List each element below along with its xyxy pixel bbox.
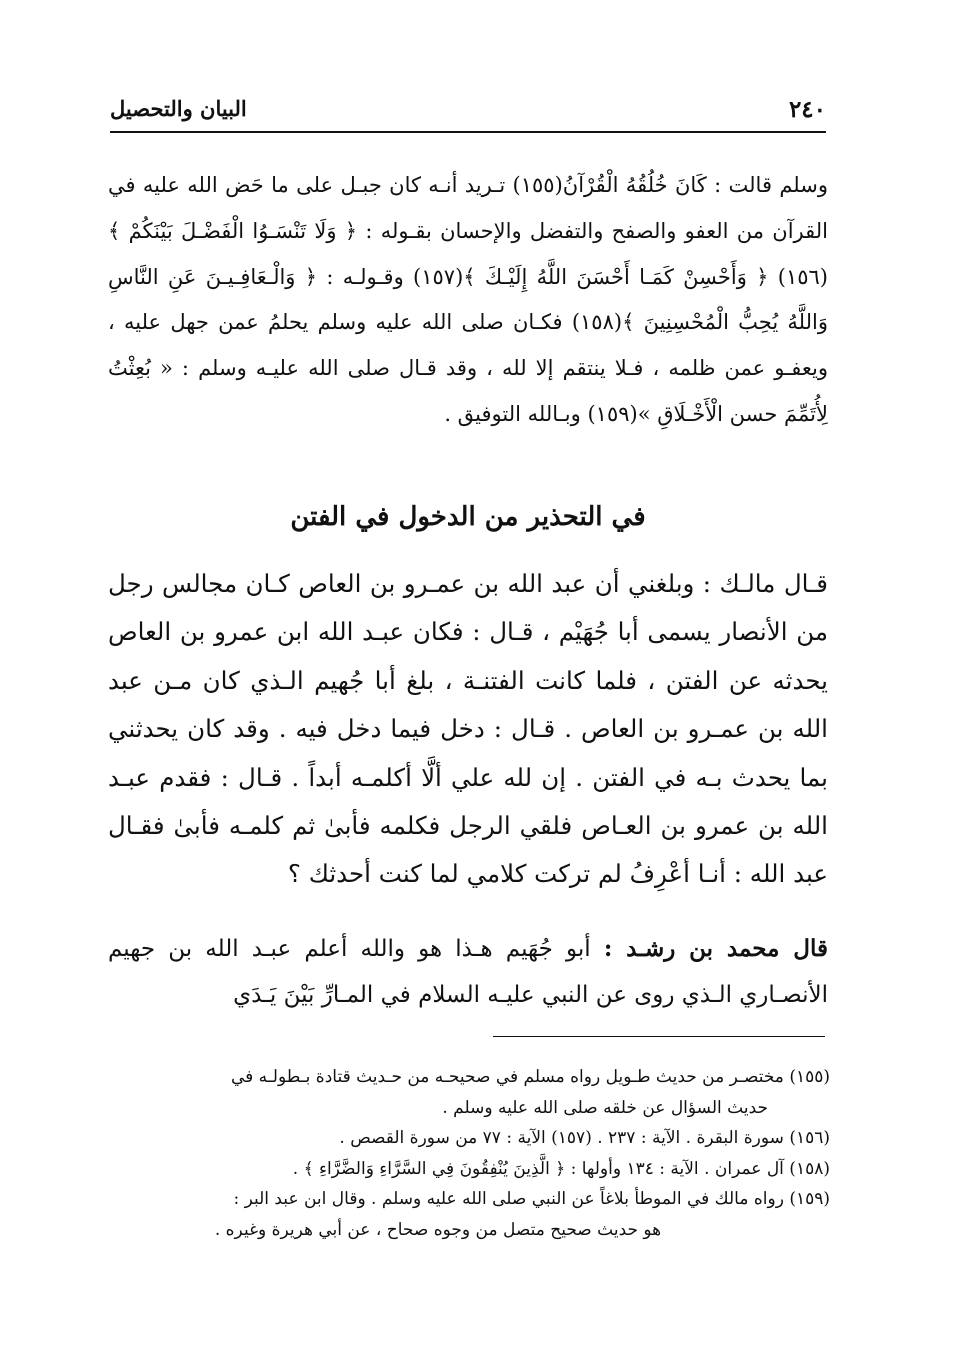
- footnote-156-157-line1: (١٥٦) سورة البقرة . الآية : ٢٣٧ . (١٥٧) الآية : ٧٧ من سورة القصص .: [339, 1128, 830, 1148]
- page-number: ٢٤٠: [788, 96, 826, 123]
- paragraph-3: [108, 926, 828, 1018]
- footnote-156-157: [108, 1123, 830, 1154]
- paragraph-3-text: أبو جُهَيم هـذا هو والله أعلم عبـد الله بن جهيم الأنصـاري الـذي روى عن النبي عليـه السلام في المـارِّ بَيْنَ يَـدَي: [108, 936, 828, 1008]
- header-rule: [110, 131, 826, 133]
- paragraph-3-lead: قال محمد بن رشـد :: [603, 935, 829, 962]
- paragraph-1: وسلم قالت : كَانَ خُلُقُهُ الْقُرْآنُ(١٥٥) تـريد أنـه كان جبـل على ما حَض الله عليه في القرآن من العفو والصفح والتفضل والإحسان بقـوله : ﴿ وَلَا تَنْسَـوُا الْفَضْـلَ بَيْنَكُمْ ﴾(١٥٦) ﴿ وَأَحْسِنْ كَمَـا أَحْسَنَ اللَّهُ إِلَيْـكَ ﴾(١٥٧) وقـولـه : ﴿ وَالْـعَافِـيـنَ عَنِ النَّاسِ وَاللَّهُ يُحِبُّ الْمُحْسِنِينَ ﴾(١٥٨) فكـان صلى الله عليه وسلم يحلمُ عمن جهل عليه ، ويعفـو عمن ظلمه ، فـلا ينتقم إلا لله ، وقد قـال صلى الله عليـه وسلم : « بُعِثْتُ لِأُتَمِّمَ حسن الْأَخْـلَاقِ »(١٥٩) وبـالله التوفيق .: [108, 173, 829, 426]
- footnote-159-line2: هو حديث صحيح متصل من وجوه صحاح ، عن أبي هريرة وغيره .: [214, 1219, 662, 1240]
- footnote-159-line1: (١٥٩) رواه مالك في الموطأ بلاغاً عن النبي صلى الله عليه وسلم . وقال ابن عبد البر :: [233, 1189, 830, 1209]
- footnote-155-line2: حديث السؤال عن خلقه صلى الله عليه وسلم .: [442, 1097, 768, 1118]
- footnote-158: [108, 1154, 830, 1185]
- footnote-159: [108, 1184, 830, 1245]
- footnote-155: [108, 1062, 830, 1123]
- footnote-separator: [493, 1036, 825, 1037]
- section-heading: في التحذير من الدخول في الفتن: [290, 502, 646, 532]
- running-title: البيان والتحصيل: [110, 96, 247, 121]
- footnote-155-line1: (١٥٥) مختصـر من حديث طـويل رواه مسلم في صحيحـه من حـديث قتادة بـطولـه في: [230, 1067, 830, 1087]
- footnote-158-line1: (١٥٨) آل عمران . الآية : ١٣٤ وأولها : ﴿ الَّذِينَ يُنْفِقُونَ فِي السَّرَّاءِ وَالضَّرَّاءِ ﴾ .: [292, 1158, 830, 1179]
- footnotes: [108, 1062, 830, 1245]
- paragraph-2: قـال مالـك : وبلغني أن عبد الله بن عمـرو بن العاص كـان مجالس رجل من الأنصار يسمى أبا جُهَيْم ، قـال : فكان عبـد الله ابن عمرو بن العاص يحدثه عن الفتن ، فلما كانت الفتنـة ، بلغ أبا جُهيم الـذي كان مـن عبد الله بن عمـرو بن العاص . قـال : دخل فيما دخل فيه . وقد كان يحدثني بما يحدث بـه في الفتن . إن لله علي ألَّا أكلمـه أبداً . قـال : فقدم عبـد الله بن عمرو بن العـاص فلقي الرجل فكلمه فأبىٰ ثم كلمـه فأبىٰ فقـال عبد الله : أنـا أعْرِفُ لم تركت كلامي لما كنت أحدثك ؟: [108, 569, 828, 889]
- page-header: [110, 92, 826, 132]
